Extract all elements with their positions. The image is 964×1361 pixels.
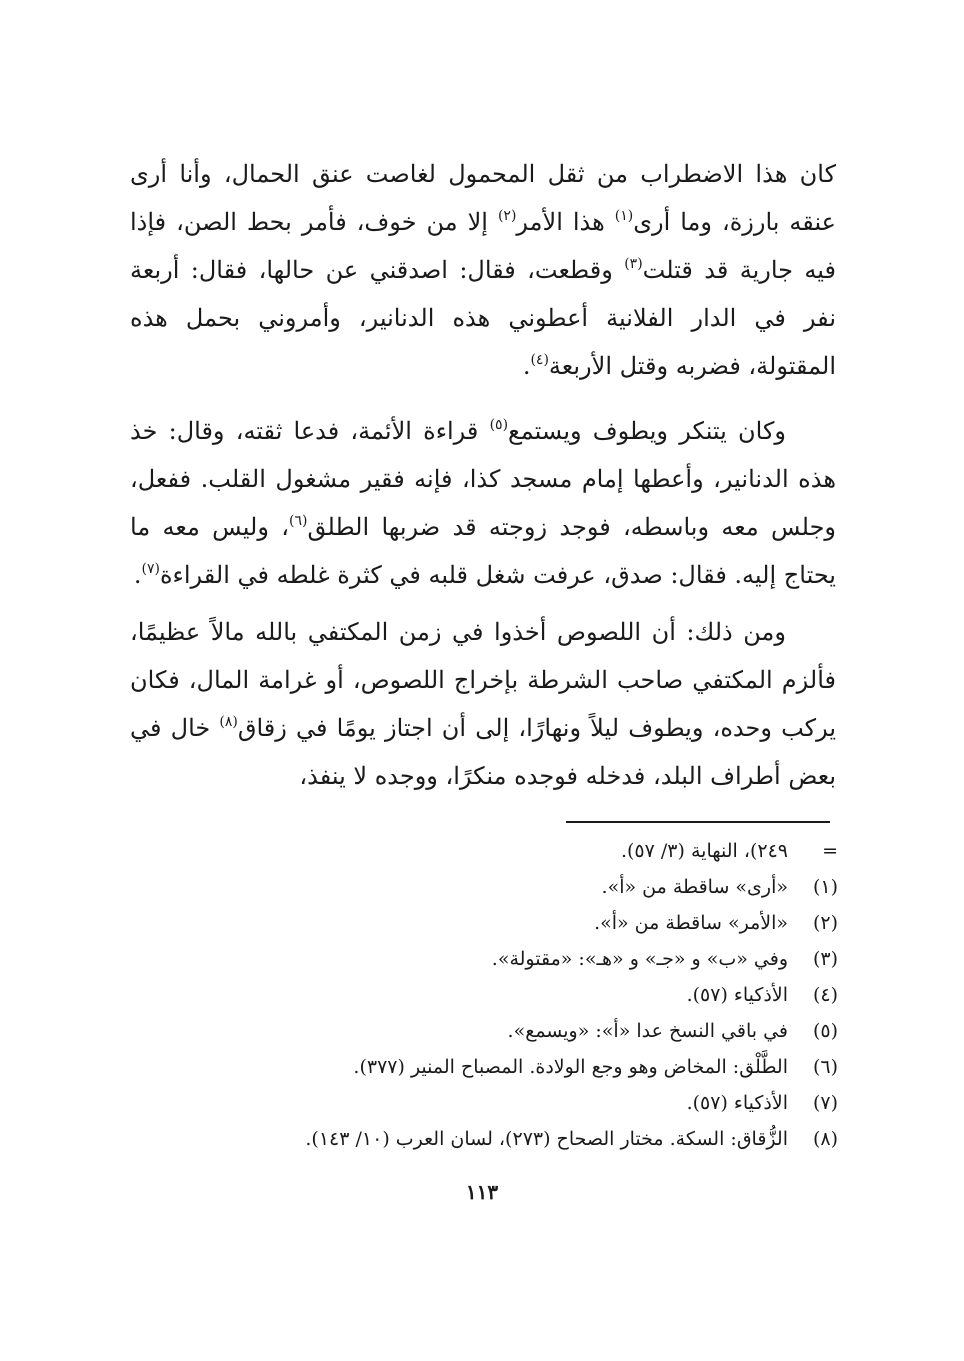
footnote-number: (٧) bbox=[812, 1092, 838, 1114]
text-run: وكان يتنكر ويطوف ويستمع bbox=[508, 417, 786, 445]
paragraph-1 bbox=[130, 150, 836, 390]
footnote-text: الأذكياء (٥٧). bbox=[686, 1092, 788, 1114]
footnotes-section bbox=[138, 840, 838, 1164]
footnote-ref-5[interactable]: (٥) bbox=[489, 417, 509, 433]
text-run: ، وليس معه ما يحتاج إليه. فقال: صدق، عرفت شغل قلبه في كثرة غلطه في القراءة bbox=[130, 513, 836, 589]
footnote-text: وفي «ب» و «جـ» و «هـ»: «مقتولة». bbox=[491, 948, 788, 970]
footnote-number: (٦) bbox=[812, 1056, 838, 1078]
footnote-item bbox=[138, 1056, 838, 1092]
footnote-number: (٣) bbox=[812, 948, 838, 970]
footnote-number: (١) bbox=[812, 876, 838, 898]
footnote-ref-7[interactable]: (٧) bbox=[141, 561, 160, 577]
footnote-text: ٢٤٩)، النهاية (٣/ ٥٧). bbox=[620, 840, 788, 862]
text-run: خال في بعض أطراف البلد، فدخله فوجده منكرًا، ووجده لا ينفذ، bbox=[130, 714, 836, 790]
footnote-text: «أرى» ساقطة من «أ». bbox=[601, 876, 788, 898]
page-number: ١١٣ bbox=[465, 1180, 499, 1204]
continuation-mark: = bbox=[822, 840, 838, 862]
paragraph-3 bbox=[130, 608, 836, 800]
text-run: وقطعت، فقال: اصدقني عن حالها، فقال: أربعة نفر في الدار الفلانية أعطوني هذه الدنانير، وأمروني بحمل هذه المقتولة، فضربه وقتل الأربعة bbox=[130, 256, 836, 380]
footnote-item bbox=[138, 984, 838, 1020]
footnote-continuation bbox=[138, 840, 838, 876]
footnote-text: في باقي النسخ عدا «أ»: «ويسمع». bbox=[507, 1020, 788, 1042]
footnote-ref-4[interactable]: (٤) bbox=[530, 352, 549, 368]
footnote-separator bbox=[566, 821, 830, 823]
text-run: . bbox=[133, 561, 142, 589]
footnote-item bbox=[138, 876, 838, 912]
footnote-item bbox=[138, 912, 838, 948]
footnote-number: (٨) bbox=[812, 1128, 838, 1150]
footnote-text: الطَّلْق: المخاض وهو وجع الولادة. المصباح المنير (٣٧٧). bbox=[353, 1056, 788, 1078]
text-run: . bbox=[522, 352, 531, 380]
footnote-ref-1[interactable]: (١) bbox=[614, 208, 634, 224]
footnote-number: (٥) bbox=[812, 1020, 838, 1042]
footnote-item bbox=[138, 948, 838, 984]
footnote-text: الأذكياء (٥٧). bbox=[686, 984, 788, 1006]
footnote-ref-8[interactable]: (٨) bbox=[219, 714, 238, 730]
footnote-item bbox=[138, 1020, 838, 1056]
footnote-number: (٢) bbox=[812, 912, 838, 934]
text-run: كان هذا الاضطراب من ثقل المحمول لغاصت عنق الحمال، وأنا أرى عنقه بارزة، وما أرى bbox=[130, 160, 837, 236]
footnote-ref-2[interactable]: (٢) bbox=[497, 208, 517, 224]
footnote-ref-3[interactable]: (٣) bbox=[624, 256, 643, 272]
footnote-item bbox=[138, 1128, 838, 1164]
paragraph-2 bbox=[130, 407, 836, 599]
footnote-text: «الأمر» ساقطة من «أ». bbox=[594, 912, 788, 934]
footnote-ref-6[interactable]: (٦) bbox=[289, 513, 308, 529]
footnote-text: الزُّقاق: السكة. مختار الصحاح (٢٧٣)، لسان العرب (١٠/ ١٤٣). bbox=[305, 1128, 788, 1150]
text-run: ومن ذلك: أن اللصوص أخذوا في زمن المكتفي بالله مالاً عظيمًا، فألزم المكتفي صاحب الشرطة بإخراج اللصوص، أو غرامة المال، فكان يركب وحده، ويطوف ليلاً ونهارًا، إلى أن اجتاز يومًا في زقاق bbox=[130, 618, 837, 742]
text-run: إلا من خوف، فأمر بحط الصن، فإذا فيه جارية قد قتلت bbox=[130, 208, 836, 284]
text-run: قراءة الأئمة، فدعا ثقته، وقال: خذ هذه الدنانير، وأعطها إمام مسجد كذا، فإنه فقير مشغول القلب. ففعل، وجلس معه وباسطه، فوجد زوجته قد ضربها الطلق bbox=[130, 417, 837, 541]
text-run: هذا الأمر bbox=[516, 208, 615, 236]
footnote-item bbox=[138, 1092, 838, 1128]
footnote-number: (٤) bbox=[812, 984, 838, 1006]
